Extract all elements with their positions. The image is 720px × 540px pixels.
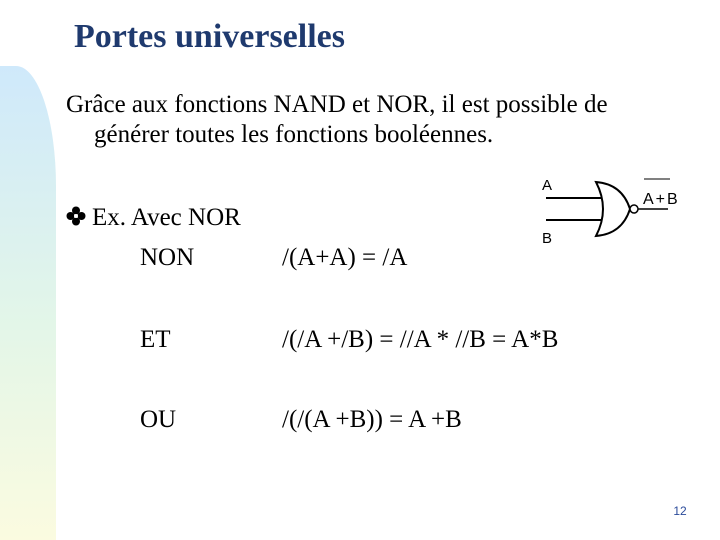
gate-input-b-label: B — [542, 230, 553, 247]
example-bullet-text: Ex. Avec NOR — [92, 204, 241, 231]
gate-input-a-label: A — [542, 177, 553, 194]
example-bullet — [66, 204, 241, 232]
row-expr-ou: /(/(A +B)) = A +B — [282, 406, 462, 433]
nor-gate-bubble — [630, 205, 638, 213]
nor-gate-body — [596, 182, 630, 236]
row-label-ou: OU — [140, 406, 177, 433]
row-label-et: ET — [140, 326, 171, 353]
intro-line-2: générer toutes les fonctions booléennes. — [94, 121, 494, 148]
diamond-bullet-icon — [66, 206, 86, 226]
intro-paragraph — [66, 90, 696, 150]
slide-title: Portes universelles — [74, 18, 345, 55]
gate-output-label: A+B — [643, 191, 680, 208]
intro-line-1: Grâce aux fonctions NAND et NOR, il est possible de — [66, 91, 608, 118]
page-number: 12 — [673, 504, 687, 518]
row-label-non: NON — [140, 244, 195, 271]
side-gradient-decoration — [0, 66, 56, 540]
nor-gate-diagram — [520, 170, 700, 250]
row-expr-et: /(/A +/B) = //A * //B = A*B — [282, 326, 559, 353]
row-expr-non: /(A+A) = /A — [282, 244, 408, 271]
